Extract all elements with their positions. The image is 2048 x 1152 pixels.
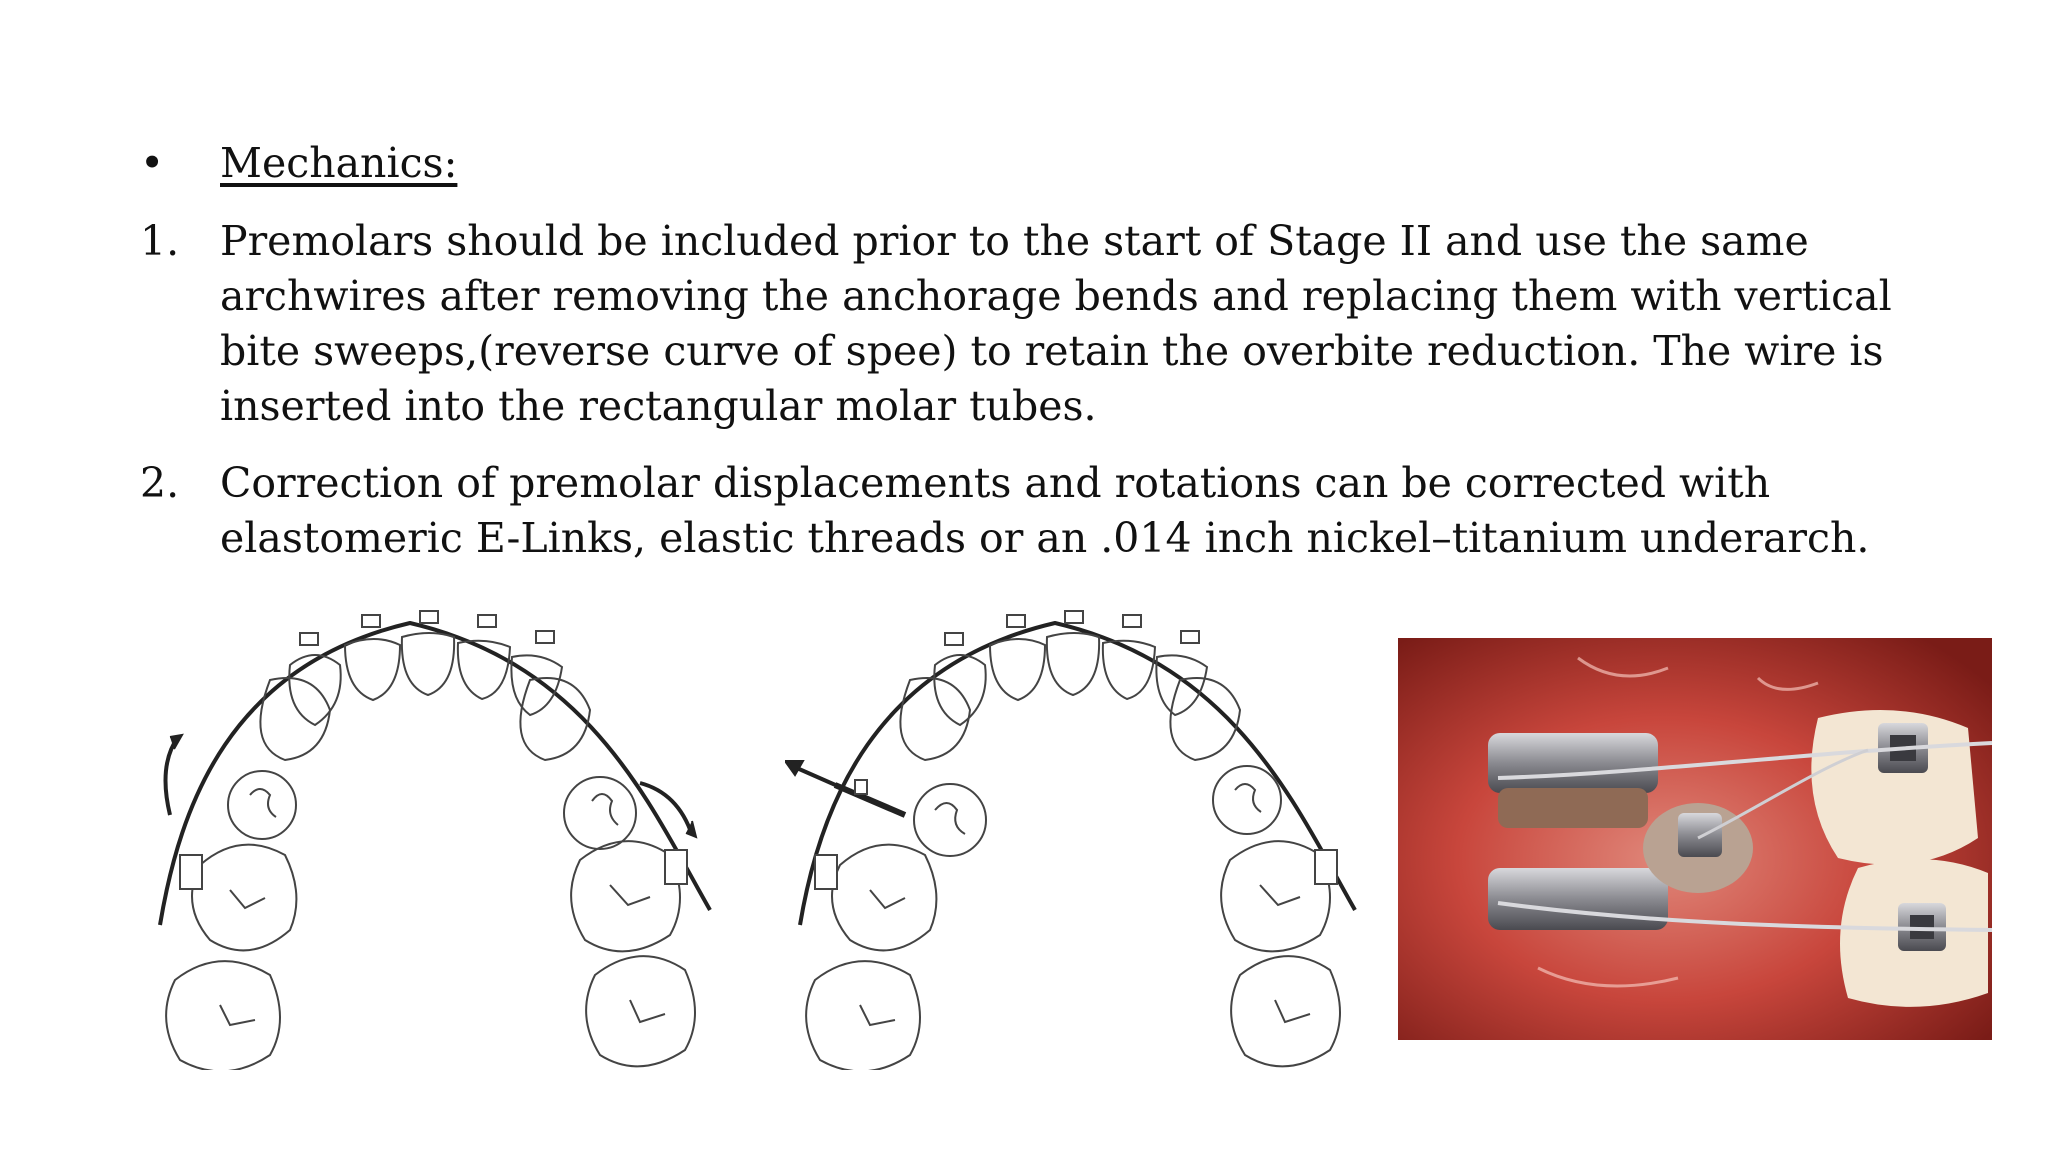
bullet-marker: • xyxy=(140,139,165,187)
dental-arch-diagram-1 xyxy=(140,605,720,1070)
section-heading: Mechanics: xyxy=(220,139,458,187)
list-item-text: Correction of premolar displacements and rotations can be corrected with elastomeric E-Links, elastic threads or an .014 inch nickel–titanium underarch. xyxy=(220,459,1870,562)
list-number: 1. xyxy=(140,217,180,265)
intraoral-photo xyxy=(1398,638,1992,1040)
list-item-text: Premolars should be included prior to the start of Stage II and use the same archwires after removing the anchorage bends and replacing them with vertical bite sweeps,(reverse curve of spee) to retain the overbite reduction. The wire is inserted into the rectangular molar tubes. xyxy=(220,217,1892,430)
dental-arch-diagram-2 xyxy=(785,605,1365,1070)
list-number: 2. xyxy=(140,459,180,507)
